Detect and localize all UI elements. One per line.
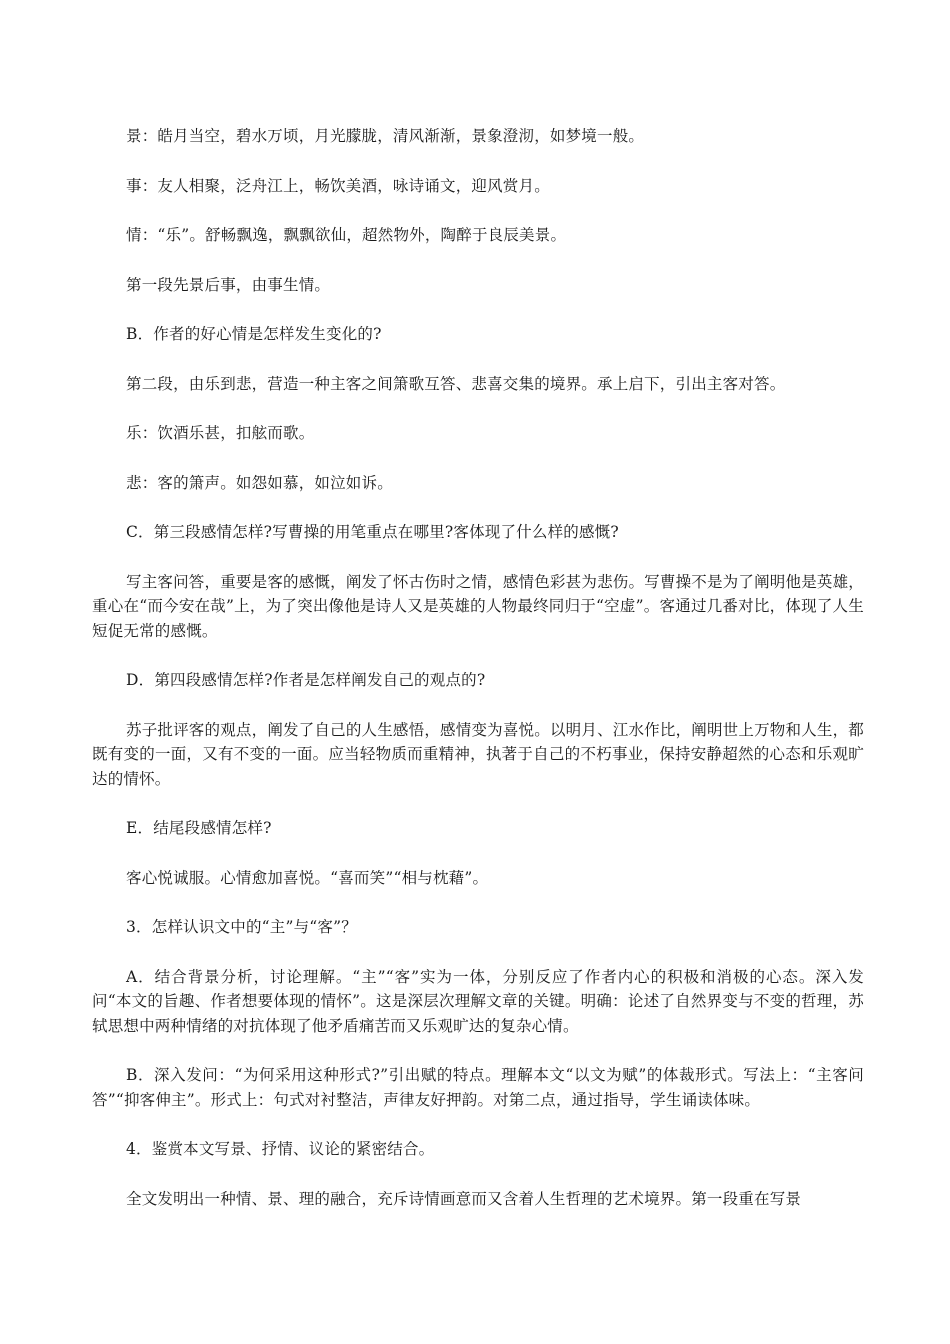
paragraph-scene: 景：皓月当空，碧水万顷，月光朦胧，清风渐渐，景象澄沏，如梦境一般。 bbox=[126, 127, 645, 145]
question-e: E．结尾段感情怎样? bbox=[126, 819, 272, 837]
paragraph-final: 全文发明出一种情、景、理的融合，充斥诗情画意而又含着人生哲理的艺术境界。第一段重在写景 bbox=[126, 1189, 802, 1208]
heading-4: 4．鉴赏本文写景、抒情、议论的紧密结合。 bbox=[126, 1140, 435, 1158]
answer-c: 写主客问答，重要是客的感慨，阐发了怀古伤时之情，感情色彩甚为悲伤。写曹操不是为了阐明他是英雄，重心在“而今安在哉”上，为了突出像他是诗人又是英雄的人物最终同归于“空虚”。客通过几番对比，体现了人生短促无常的感慨。 bbox=[92, 572, 864, 640]
answer-e: 客心悦诚服。心情愈加喜悦。“喜而笑”“相与枕藉”。 bbox=[126, 868, 489, 887]
question-c: C．第三段感情怎样?写曹操的用笔重点在哪里?客体现了什么样的感慨? bbox=[126, 523, 619, 541]
question-b: B．作者的好心情是怎样发生变化的? bbox=[126, 325, 382, 343]
paragraph-event: 事：友人相聚，泛舟江上，畅饮美酒，咏诗诵文，迎风赏月。 bbox=[126, 176, 550, 195]
answer-b: 第二段，由乐到悲，营造一种主客之间箫歌互答、悲喜交集的境界。承上启下，引出主客对答。 bbox=[126, 374, 786, 393]
point-a: A．结合背景分析，讨论理解。“主”“客”实为一体，分别反应了作者内心的积极和消极的心态。深入发问“本文的旨趣、作者想要体现的情怀”。这是深层次理解文章的关键。明确：论述了自然界变与不变的哲理，苏轼思想中两种情绪的对抗体现了他矛盾痛苦而又乐观旷达的复杂心情。 bbox=[92, 967, 864, 1035]
paragraph-joy: 乐：饮酒乐甚，扣舷而歌。 bbox=[126, 424, 315, 442]
point-b: B．深入发问：“为何采用这种形式?”引出赋的特点。理解本文“以文为赋”的体裁形式。写法上：“主客问答”“抑客伸主”。形式上：句式对衬整洁，声律友好押韵。对第二点，通过指导，学生诵读体味。 bbox=[92, 1066, 864, 1109]
paragraph-emotion: 情：“乐”。舒畅飘逸，飘飘欲仙，超然物外，陶醉于良辰美景。 bbox=[126, 226, 567, 244]
document-body bbox=[92, 124, 864, 1236]
question-d: D．第四段感情怎样?作者是怎样阐发自己的观点的? bbox=[126, 671, 486, 689]
paragraph-sorrow: 悲：客的箫声。如怨如慕，如泣如诉。 bbox=[126, 473, 393, 492]
paragraph-summary-1: 第一段先景后事，由事生情。 bbox=[126, 275, 331, 294]
heading-3: 3．怎样认识文中的“主”与“客”？ bbox=[126, 918, 357, 936]
answer-d: 苏子批评客的观点，阐发了自己的人生感悟，感情变为喜悦。以明月、江水作比，阐明世上万物和人生，都既有变的一面，又有不变的一面。应当轻物质而重精神，执著于自己的不朽事业，保持安静超然的心态和乐观旷达的情怀。 bbox=[92, 720, 864, 788]
